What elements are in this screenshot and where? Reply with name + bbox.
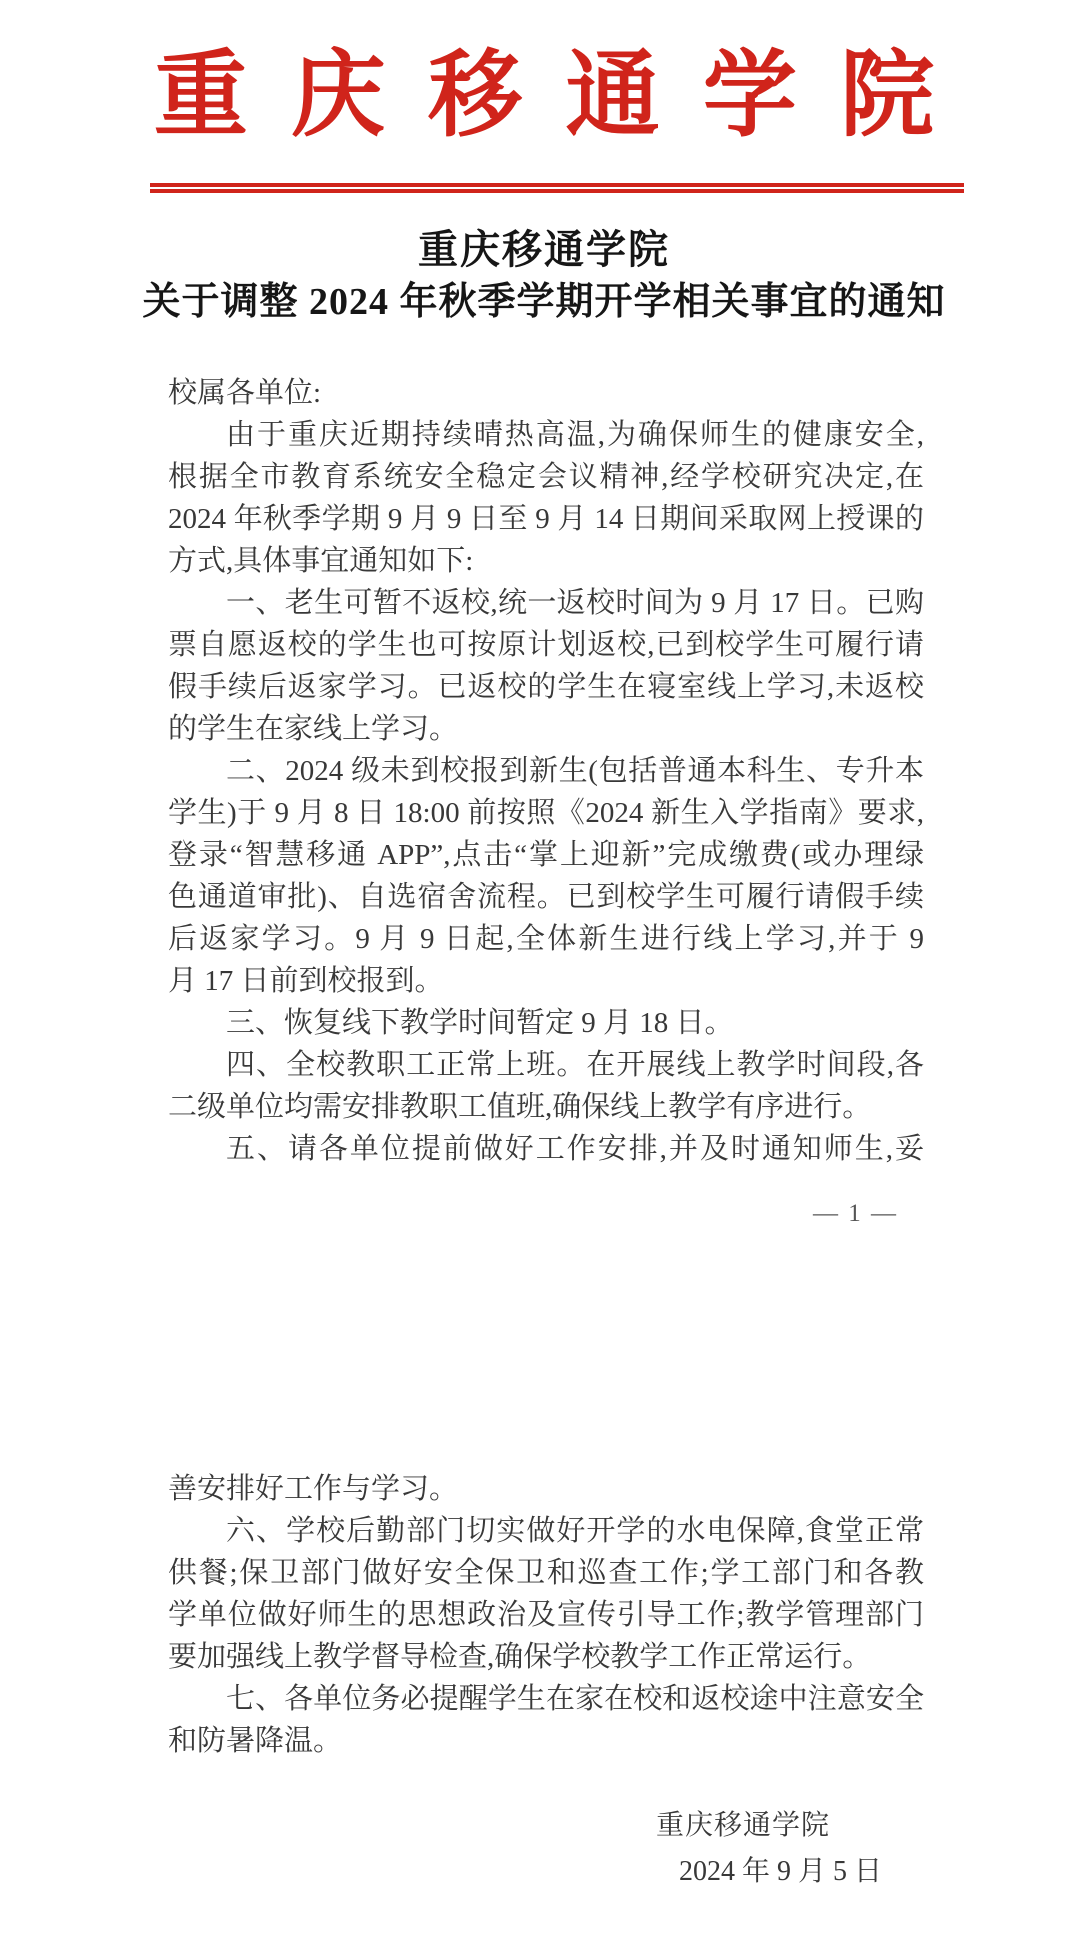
body-line: 供餐;保卫部门做好安全保卫和巡查工作;学工部门和各教: [168, 1557, 924, 1589]
body-line: 2024 年秋季学期 9 月 9 日至 9 月 14 日期间采取网上授课的: [168, 503, 924, 535]
body-line: 学单位做好师生的思想政治及宣传引导工作;教学管理部门: [168, 1599, 924, 1631]
body-line: 票自愿返校的学生也可按原计划返校,已到校学生可履行请: [168, 629, 924, 661]
body-line: 根据全市教育系统安全稳定会议精神,经学校研究决定,在: [168, 461, 924, 493]
body-line: 六、学校后勤部门切实做好开学的水电保障,食堂正常: [226, 1515, 924, 1547]
closing-date: 2024 年 9 月 5 日: [678, 1856, 882, 1887]
doc-title: [0, 224, 1088, 328]
body-line: 和防暑降温。: [168, 1725, 343, 1757]
body-line: 三、恢复线下教学时间暂定 9 月 18 日。: [226, 1007, 734, 1039]
body-line: 一、老生可暂不返校,统一返校时间为 9 月 17 日。已购: [226, 587, 924, 619]
salutation: 校属各单位:: [168, 377, 322, 409]
doc-title-line2: 关于调整 2024 年秋季学期开学相关事宜的通知: [142, 281, 946, 323]
letterhead-school-name: 重庆移通学院: [153, 44, 978, 148]
body-line: 二、2024 级未到校报到新生(包括普通本科生、专升本: [226, 755, 924, 787]
body-page2: [168, 1468, 924, 1762]
body-line: 方式,具体事宜通知如下:: [168, 545, 474, 577]
body-line: 七、各单位务必提醒学生在家在校和返校途中注意安全: [226, 1683, 924, 1715]
letterhead-divider-rule: [150, 183, 964, 193]
body-line: 善安排好工作与学习。: [168, 1473, 459, 1505]
page-number: — 1 —: [813, 1200, 898, 1227]
doc-title-line1: 重庆移通学院: [418, 227, 670, 272]
body-line: 登录“智慧移通 APP”,点击“掌上迎新”完成缴费(或办理绿: [168, 839, 924, 871]
body-line: 五、请各单位提前做好工作安排,并及时通知师生,妥: [226, 1133, 924, 1165]
body-line: 二级单位均需安排教职工值班,确保线上教学有序进行。: [168, 1091, 872, 1123]
body-line: 月 17 日前到校报到。: [168, 965, 444, 997]
body-line: 学生)于 9 月 8 日 18:00 前按照《2024 新生入学指南》要求,: [168, 797, 924, 829]
body-line: 的学生在家线上学习。: [168, 713, 459, 745]
closing-signature: 重庆移通学院: [655, 1810, 830, 1841]
body-line: 后返家学习。9 月 9 日起,全体新生进行线上学习,并于 9: [168, 923, 924, 955]
body-line: 色通道审批)、自选宿舍流程。已到校学生可履行请假手续: [168, 881, 924, 913]
body-line: 假手续后返家学习。已返校的学生在寝室线上学习,未返校: [168, 671, 924, 703]
body-line: 要加强线上教学督导检查,确保学校教学工作正常运行。: [168, 1641, 872, 1673]
body-page1: [168, 372, 924, 1170]
body-line: 由于重庆近期持续晴热高温,为确保师生的健康安全,: [226, 419, 924, 451]
body-line: 四、全校教职工正常上班。在开展线上教学时间段,各: [226, 1049, 924, 1081]
